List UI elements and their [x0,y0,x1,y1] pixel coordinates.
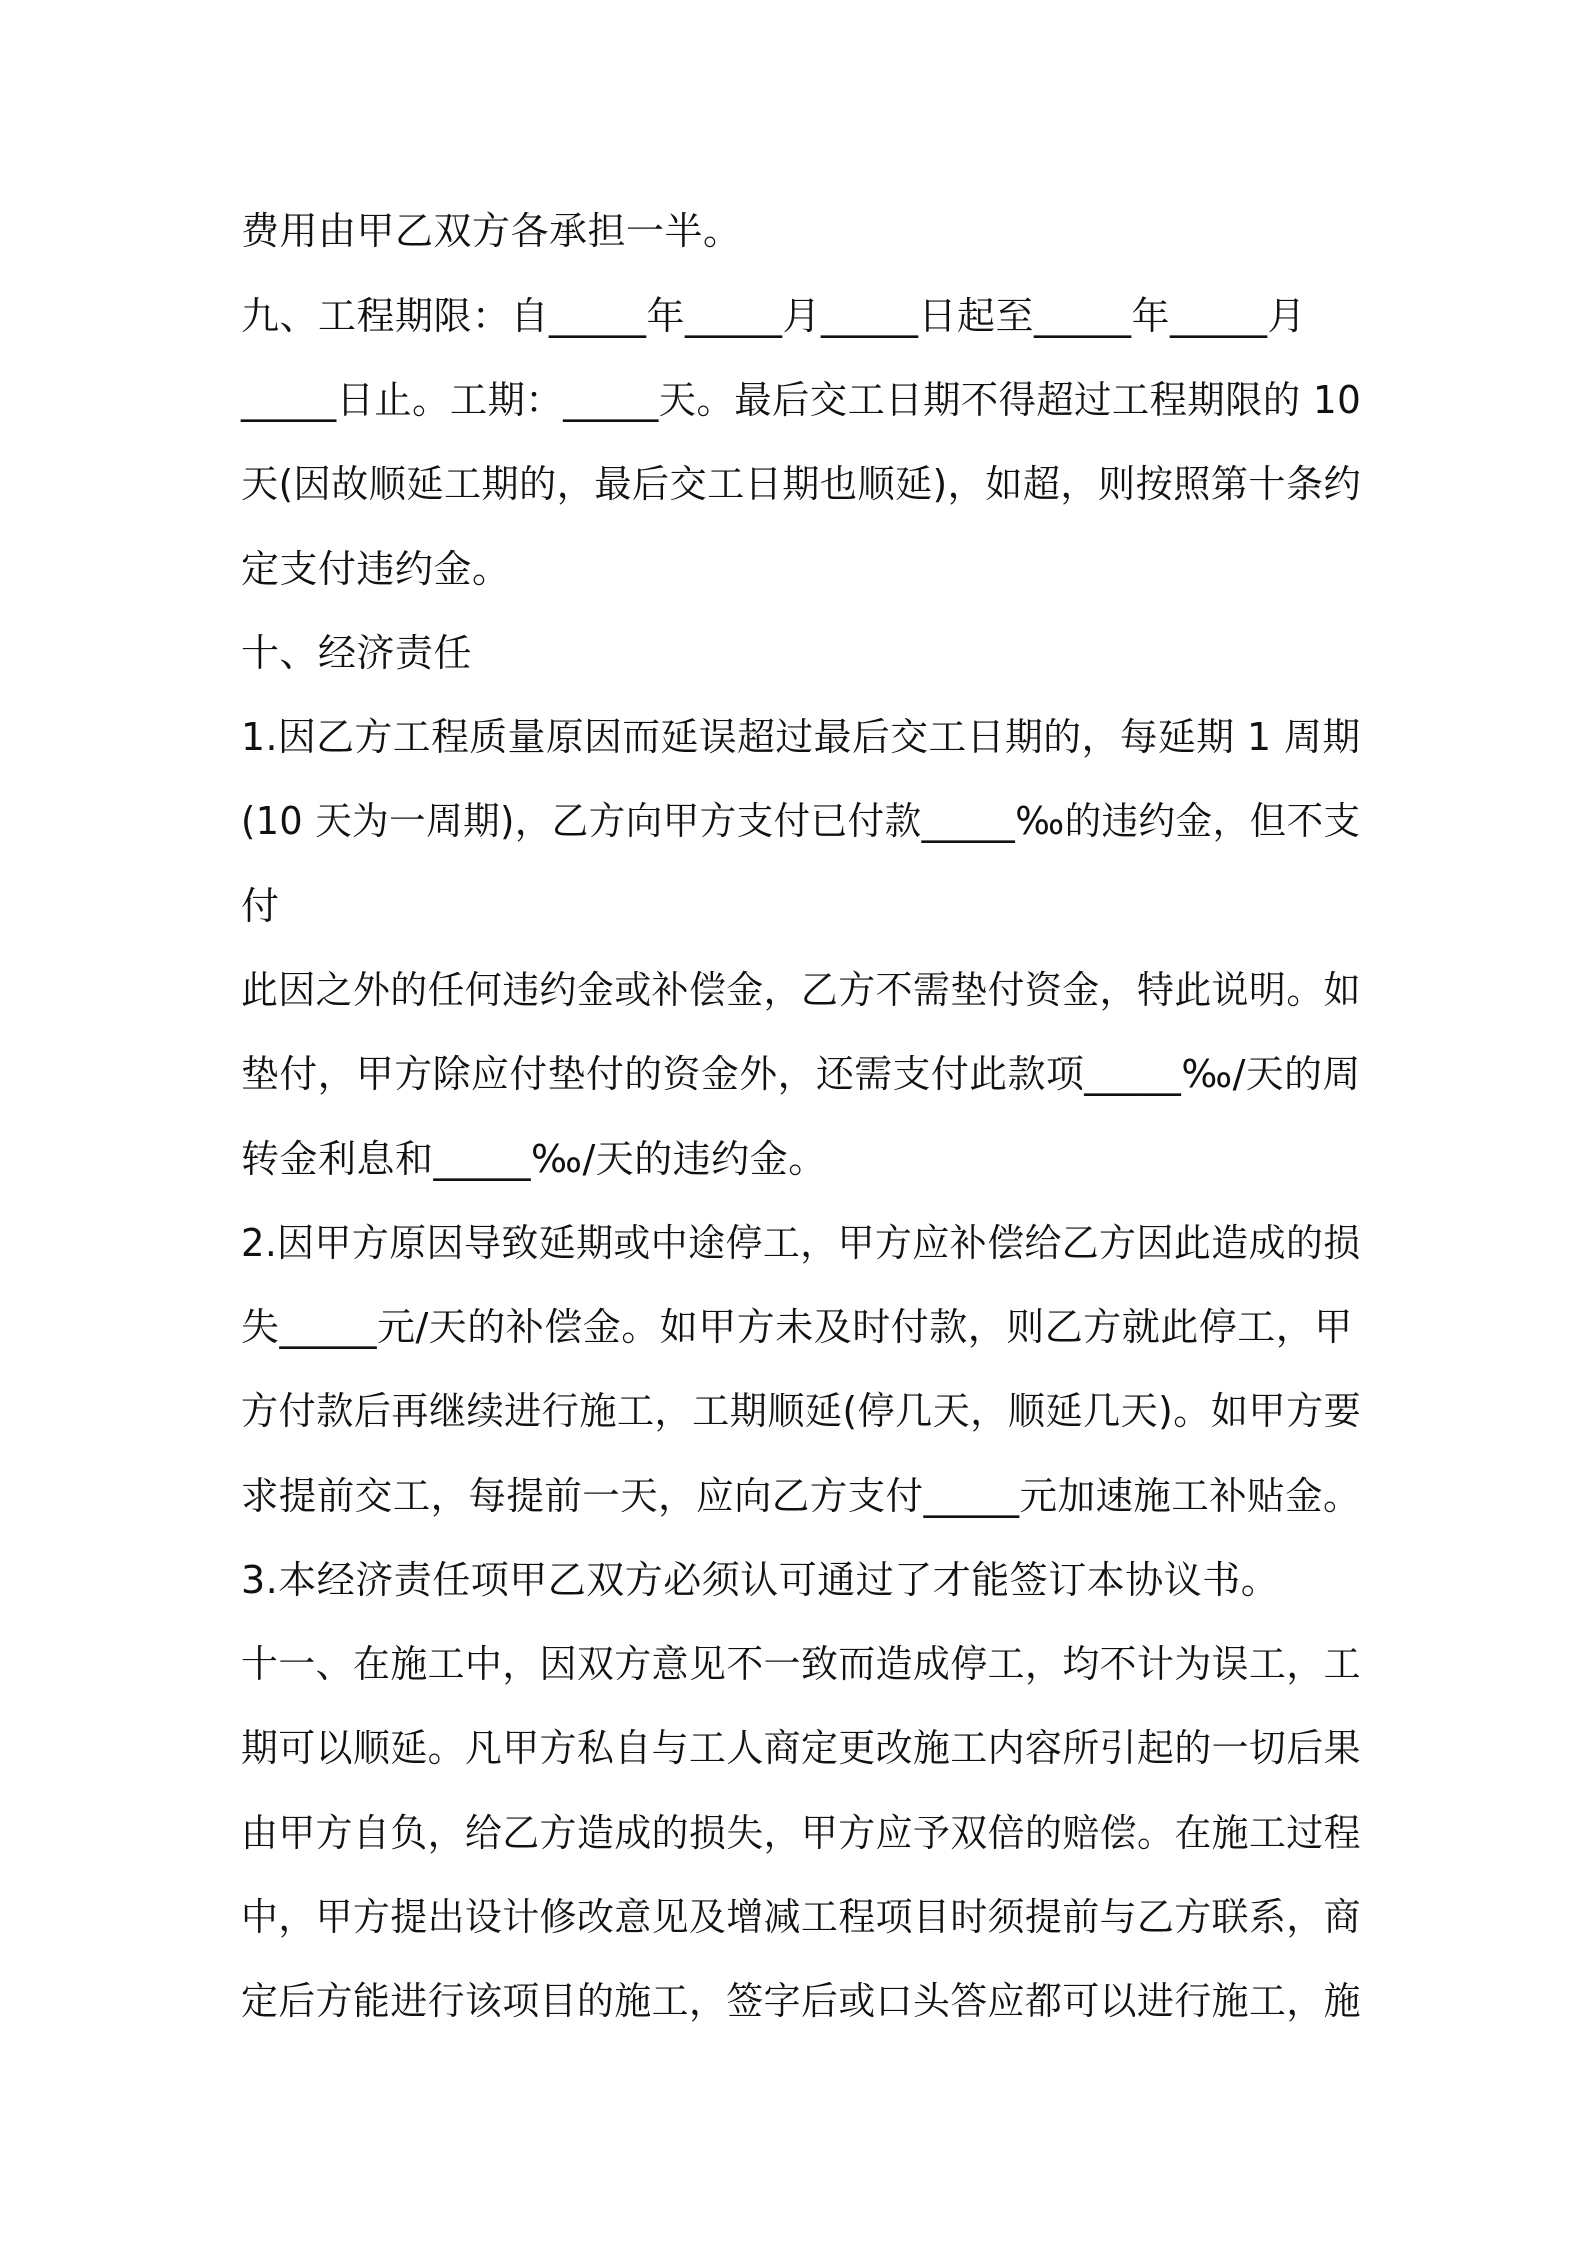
text-line: 此因之外的任何违约金或补偿金，乙方不需垫付资金，特此说明。如 [241,968,1362,1012]
text-line: 十一、在施工中，因双方意见不一致而造成停工，均不计为误工，工 [241,1642,1362,1686]
text-line: 转金利息和_____‰/天的违约金。 [241,1137,827,1181]
text-line: 定后方能进行该项目的施工，签字后或口头答应都可以进行施工，施 [241,1979,1362,2023]
text-line: 垫付，甲方除应付垫付的资金外，还需支付此款项_____‰/天的周 [241,1052,1361,1096]
text-line: 天(因故顺延工期的，最后交工日期也顺延)，如超，则按照第十条约 [241,462,1362,506]
text-line: 九、工程期限：自_____年_____月_____日起至_____年_____月 [241,294,1307,338]
text-line: 3.本经济责任项甲乙双方必须认可通过了才能签订本协议书。 [241,1558,1280,1602]
text-line: 失_____元/天的补偿金。如甲方未及时付款，则乙方就此停工，甲 [241,1305,1353,1349]
text-line: 中，甲方提出设计修改意见及增减工程项目时须提前与乙方联系，商 [241,1895,1362,1939]
text-line: 费用由甲乙双方各承担一半。 [241,209,742,253]
text-line: 由甲方自负，给乙方造成的损失，甲方应予双倍的赔偿。在施工过程 [241,1811,1362,1855]
text-line: 2.因甲方原因导致延期或中途停工，甲方应补偿给乙方因此造成的损 [241,1221,1361,1265]
text-line: 方付款后再继续进行施工，工期顺延(停几天，顺延几天)。如甲方要 [241,1389,1362,1433]
text-line: 十、经济责任 [241,631,473,675]
text-line: 求提前交工，每提前一天，应向乙方支付_____元加速施工补贴金。 [241,1474,1361,1518]
text-line: 1.因乙方工程质量原因而延误超过最后交工日期的，每延期 1 周期 [241,715,1361,759]
text-line: 定支付违约金。 [241,547,511,591]
text-line: (10 天为一周期)，乙方向甲方支付已付款_____‰的违约金，但不支 [241,799,1361,843]
text-line: 付 [241,884,280,928]
text-line: _____日止。工期：_____天。最后交工日期不得超过工程期限的 10 [241,378,1362,422]
text-line: 期可以顺延。凡甲方私自与工人商定更改施工内容所引起的一切后果 [241,1726,1362,1770]
